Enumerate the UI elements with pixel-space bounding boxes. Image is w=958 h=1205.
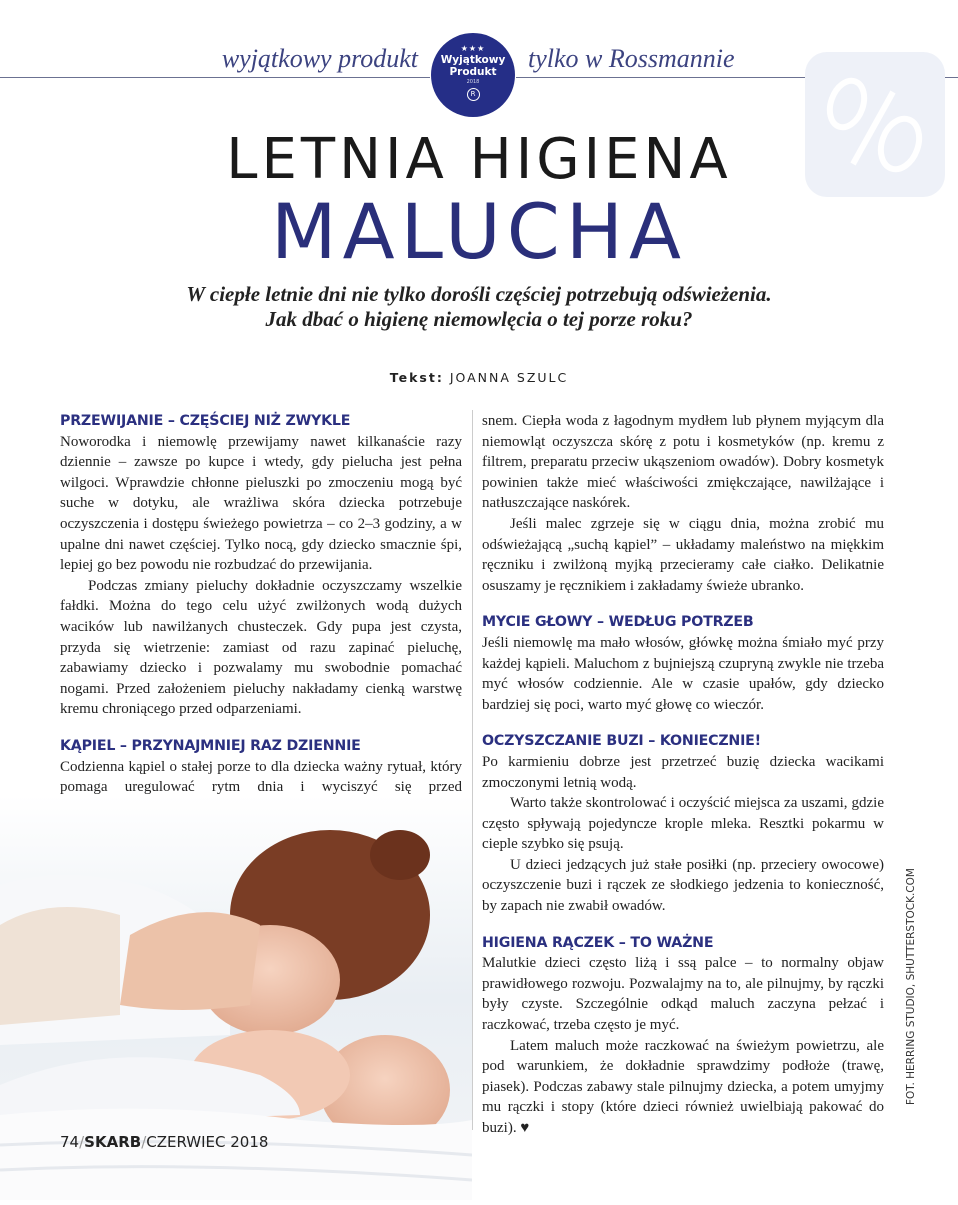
column-right [482,411,884,1139]
title-line1: LETNIA HIGIENA [226,127,732,192]
header-rule-left [0,77,430,78]
header-tag-right: tylko w Rossmannie [528,44,735,73]
title-line2: MALUCHA [271,187,687,276]
header-tag-left: wyjątkowy produkt [221,44,418,73]
column-divider [472,410,473,1130]
paragraph: Codzienna kąpiel o stałej porze to dla dziecka ważny rytuał, który pomaga uregulować rytm dnia i wyciszyć się przed [60,758,462,796]
paragraph: Po karmieniu dobrze jest przetrzeć buzię dziecka wacikami zmoczonymi letnią wodą. [482,753,884,791]
author-byline [0,370,958,386]
lead [79,282,879,332]
lead-line2: Jak dbać o higienę niemowlęcia o tej porze roku? [265,307,693,331]
page-folio: 74/SKARB/CZERWIEC 2018 [60,1133,269,1151]
paragraph: U dzieci jedzących już stałe posiłki (np. przeciery owocowe) oczyszczenie buzi i rączek ze słodkiego jedzenia to konieczność, by zapach nie zwabił owadów. [482,856,884,915]
badge-line1: Wyjątkowy [440,54,506,66]
issue-date: CZERWIEC 2018 [146,1133,269,1151]
paragraph: snem. Ciepła woda z łagodnym mydłem lub płynem myjącym dla niemowląt oczyszcza skórę z potu i kosmetyków (np. kremu z filtrem, preparatu przeciw ukąszeniom owadów). Dobry kosmetyk powinien także mieć właściwości zmiękczające, nawilżające i natłuszczające naskórek. [482,413,884,512]
photo-credit: FOT. HERRING STUDIO, SHUTTERSTOCK.COM [905,868,917,1105]
section-heading: KĄPIEL – PRZYNAJMNIEJ RAZ DZIENNIE [60,737,361,754]
magazine-name: SKARB [84,1133,142,1151]
section-heading: OCZYSZCZANIE BUZI – KONIECZNIE! [482,733,761,750]
stars-icon: ★★★ [460,44,486,53]
paragraph: Podczas zmiany pieluchy dokładnie oczyszczamy wszelkie fałdki. Można do tego celu użyć zwilżonych wodą dużych wacików lub nawilżanych chusteczek. Gdy pupa jest czysta, przyda się wietrzenie: zamiast od razu zapinać pieluchę, zabawiamy dziecko i pozwalamy mu swobodnie pomachać nogami. Przed założeniem pieluchy nakładamy cienką warstwę kremu chroniącego przed odparzeniami. [60,577,462,718]
paragraph: Jeśli niemowlę ma mało włosów, główkę można śmiało myć przy każdej kąpieli. Maluchom z bujniejszą czupryną zwykle nie trzeba myć włosów codziennie. Ale w czasie upałów, gdy dziecko bardziej się poci, warto myć głowę co wieczór. [482,634,884,713]
section-heading: PRZEWIJANIE – CZĘŚCIEJ NIŻ ZWYKLE [60,413,351,429]
column-left [60,411,462,798]
paragraph: Jeśli malec zgrzeje się w ciągu dnia, można zrobić mu odświeżającą „suchą kąpiel” – układamy maleństwo na miękkim ręczniku i zwilżoną myjką przecieramy całe ciałko. Delikatnie osuszamy je ręcznikiem i zakładamy świeże ubranko. [482,515,884,594]
author-label: Tekst: [389,370,444,385]
paragraph: Malutkie dzieci często liżą i ssą palce – to normalny objaw prawidłowego rozwoju. Pozwalajmy na to, ale pilnujmy, by rączki były czyste. Szczególnie odkąd maluch zaczyna pełzać i raczkować, trzeba często je myć. [482,955,884,1034]
rossmann-logo-icon: R [467,88,480,101]
page-number: 74 [60,1133,80,1151]
paragraph: Warto także skontrolować i oczyścić miejsca za uszami, gdzie często spływają pojedyncze krople mleka. Resztki pokarmu w cieple szybko się psują. [482,795,884,853]
author-name: JOANNA SZULC [449,370,569,385]
lead-line1: W ciepłe letnie dni nie tylko dorośli częściej potrzebują odświeżenia. [186,282,772,306]
paragraph: Latem maluch może raczkować na świeżym powietrzu, ale pod warunkiem, że dokładnie sprawdzimy podłoże (trawę, piasek). Podczas zabawy stale pilnujmy dziecka, a potem umyjmy mu rączki i stopy (które dzieci również uwielbiają pakować do buzi). ♥ [482,1037,884,1136]
section-heading: HIGIENA RĄCZEK – TO WAŻNE [482,934,714,951]
badge-year: 2018 [466,79,480,85]
section-heading: MYCIE GŁOWY – WEDŁUG POTRZEB [482,614,754,631]
wyjatkowy-produkt-badge [431,33,515,117]
badge-line2: Produkt [449,66,497,78]
paragraph: Noworodka i niemowlę przewijamy nawet kilkanaście razy dziennie – zawsze po kupce i wtedy, gdy pielucha jest pełna wilgoci. Wprawdzie chłonne pieluszki po zmoczeniu mogą być suche w dotyku, ale wrażliwa skóra dziecka potrzebuje oczyszczenia i dostępu świeżego powietrza – co 2–3 godziny, a w upalne dni nawet częściej. Tylko nocą, gdy dziecko smacznie śpi, lepiej go bez powodu nie rozbudzać do przewijania. [60,433,462,574]
